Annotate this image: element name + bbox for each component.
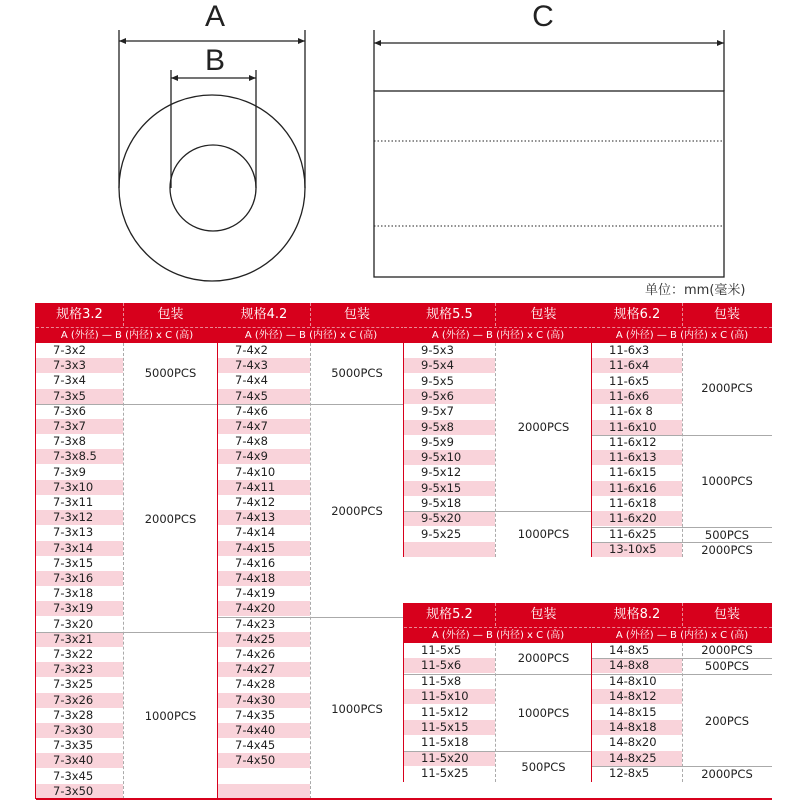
spec-cell: 7-4x28 bbox=[235, 677, 276, 692]
spec-cell: 7-4x9 bbox=[218, 449, 310, 464]
table-border bbox=[403, 303, 404, 557]
spec-cell: 7-4x8 bbox=[235, 434, 268, 449]
spec-cell: 11-5x6 bbox=[404, 658, 495, 673]
pack-cell: 1000PCS bbox=[495, 511, 592, 557]
spec-cell: 7-4x26 bbox=[235, 647, 276, 661]
spec-cell: 7-3x10 bbox=[36, 480, 123, 495]
spec-cell: 9-5x3 bbox=[421, 343, 454, 357]
spec-cell: 9-5x5 bbox=[421, 373, 454, 388]
spec-cell: 7-4x11 bbox=[218, 480, 310, 495]
group-divider bbox=[592, 527, 682, 528]
label-c: C bbox=[532, 0, 554, 33]
spec-cell: 7-3x45 bbox=[53, 768, 94, 783]
spec-table bbox=[218, 303, 404, 799]
spec-cell: 11-5x10 bbox=[404, 689, 495, 704]
pack-cell: 2000PCS bbox=[701, 643, 753, 657]
spec-cell: 11-6x25 bbox=[609, 526, 657, 541]
header-divider bbox=[495, 303, 496, 326]
spec-table bbox=[404, 303, 592, 557]
dimension-subtitle: A (外径) — B (内径) x C (高) bbox=[218, 327, 404, 343]
spec-cell: 9-5x12 bbox=[421, 465, 462, 480]
spec-title: 规格8.2 bbox=[613, 607, 661, 622]
table-header bbox=[592, 603, 772, 643]
spec-cell: 11-6x6 bbox=[592, 389, 682, 404]
dimension-subtitle: A (外径) — B (内径) x C (高) bbox=[36, 327, 218, 343]
spec-cell: 9-5x4 bbox=[404, 358, 495, 373]
spec-cell: 11-5x8 bbox=[421, 673, 462, 688]
group-divider bbox=[592, 658, 682, 659]
spec-cell: 7-4x30 bbox=[218, 693, 310, 708]
table-border bbox=[591, 303, 592, 557]
spec-cell: 11-6x12 bbox=[609, 434, 657, 449]
dimension-subtitle: A (外径) — B (内径) x C (高) bbox=[404, 627, 592, 643]
group-divider bbox=[592, 674, 682, 675]
spec-cell: 7-3x18 bbox=[53, 586, 94, 601]
pack-cell: 500PCS bbox=[682, 527, 772, 542]
spec-cell: 14-8x5 bbox=[609, 643, 650, 657]
spec-cell: 7-3x20 bbox=[53, 616, 94, 631]
group-divider bbox=[592, 766, 682, 767]
spec-cell: 7-3x50 bbox=[36, 784, 123, 799]
spec-cell: 7-3x30 bbox=[36, 723, 123, 738]
group-divider bbox=[404, 674, 495, 675]
spec-cell: 9-5x10 bbox=[404, 450, 495, 465]
pack-title: 包装 bbox=[713, 307, 740, 322]
spec-table bbox=[592, 303, 772, 557]
spec-cell: 7-3x12 bbox=[36, 510, 123, 525]
spec-cell: 7-4x5 bbox=[218, 389, 310, 404]
spec-title: 规格4.2 bbox=[240, 307, 288, 322]
spec-cell: 7-3x14 bbox=[36, 541, 123, 556]
spec-cell: 11-5x18 bbox=[421, 735, 469, 750]
spec-cell: 11-5x20 bbox=[404, 751, 495, 766]
spec-cell: 7-3x15 bbox=[53, 555, 94, 570]
table-header bbox=[592, 303, 772, 343]
label-a: A bbox=[204, 0, 226, 33]
group-divider bbox=[404, 751, 495, 752]
pack-cell: 2000PCS bbox=[517, 651, 570, 665]
spec-cell: 7-3x8.5 bbox=[36, 449, 123, 464]
spec-cell: 11-6x16 bbox=[592, 481, 682, 496]
spacer-dimension-diagram bbox=[0, 0, 800, 300]
outer-circle bbox=[119, 95, 305, 281]
spec-cell: 7-3x3 bbox=[36, 358, 123, 373]
spec-cell: 14-8x18 bbox=[592, 720, 682, 735]
spec-cell: 11-6x13 bbox=[592, 450, 682, 465]
spec-table bbox=[404, 603, 592, 782]
spec-cell: 7-3x40 bbox=[36, 753, 123, 768]
pack-title: 包装 bbox=[343, 307, 370, 322]
spec-cell: 7-4x50 bbox=[218, 753, 310, 768]
spec-cell: 7-4x20 bbox=[218, 601, 310, 616]
spec-cell: 7-4x13 bbox=[218, 510, 310, 525]
spec-cell: 7-4x23 bbox=[235, 616, 276, 631]
spec-cell: 11-6x3 bbox=[609, 343, 650, 357]
spec-cell: 7-4x2 bbox=[235, 343, 268, 357]
spec-cell: 7-4x18 bbox=[218, 571, 310, 586]
pack-cell: 1000PCS bbox=[682, 435, 772, 527]
pack-cell: 1000PCS bbox=[123, 632, 218, 799]
table-border bbox=[591, 603, 592, 782]
pack-cell: 5000PCS bbox=[331, 366, 383, 380]
spec-cell: 11-6x15 bbox=[609, 465, 657, 480]
pack-title: 包装 bbox=[530, 307, 557, 322]
spec-cell: 7-4x40 bbox=[218, 723, 310, 738]
pack-cell: 200PCS bbox=[682, 674, 772, 766]
pack-cell: 2000PCS bbox=[517, 420, 570, 434]
spec-cell: 11-5x15 bbox=[404, 720, 495, 735]
spec-cell: 9-5x18 bbox=[421, 496, 462, 510]
spec-cell: 7-4x6 bbox=[235, 403, 268, 418]
spec-cell: 14-8x10 bbox=[609, 673, 657, 688]
side-view-rect bbox=[374, 91, 724, 277]
spec-cell: 7-3x19 bbox=[36, 601, 123, 616]
table-border bbox=[35, 303, 36, 799]
pack-cell: 2000PCS bbox=[701, 381, 753, 395]
pack-cell: 1000PCS bbox=[310, 617, 404, 799]
spec-cell: 7-3x35 bbox=[53, 738, 94, 753]
pack-title: 包装 bbox=[157, 307, 184, 322]
label-b: B bbox=[204, 44, 226, 77]
spec-cell: 7-3x26 bbox=[36, 693, 123, 708]
pack-cell: 2000PCS bbox=[123, 404, 218, 632]
dimension-subtitle: A (外径) — B (内径) x C (高) bbox=[592, 327, 772, 343]
group-divider bbox=[404, 511, 495, 512]
spec-cell: 14-8x8 bbox=[592, 658, 682, 673]
spec-cell: 7-4x45 bbox=[235, 738, 276, 753]
spec-cell: 11-6x18 bbox=[609, 496, 657, 510]
spec-cell: 7-4x12 bbox=[235, 495, 276, 509]
spec-cell: 7-3x8 bbox=[53, 434, 86, 449]
group-divider bbox=[36, 404, 123, 405]
group-divider bbox=[36, 632, 123, 633]
table-header bbox=[36, 303, 218, 343]
spec-title: 规格5.2 bbox=[426, 607, 473, 622]
spec-cell bbox=[218, 784, 310, 799]
spec-table bbox=[36, 303, 218, 799]
spec-cell: 7-3x7 bbox=[36, 419, 123, 434]
spec-cell: 7-4x27 bbox=[218, 662, 310, 677]
spec-cell bbox=[218, 769, 310, 784]
spec-cell: 7-4x7 bbox=[218, 419, 310, 434]
spec-cell bbox=[404, 542, 495, 557]
spec-cell: 9-5x7 bbox=[421, 404, 454, 419]
spec-cell: 9-5x20 bbox=[404, 511, 495, 526]
spec-cell: 7-3x21 bbox=[36, 632, 123, 647]
pack-cell: 1000PCS bbox=[495, 674, 592, 751]
dimension-subtitle: A (外径) — B (内径) x C (高) bbox=[404, 327, 592, 343]
spec-cell: 11-5x25 bbox=[421, 766, 469, 781]
pack-cell: 2000PCS bbox=[310, 404, 404, 617]
spec-title: 规格3.2 bbox=[56, 307, 103, 322]
header-divider bbox=[495, 603, 496, 626]
header-divider bbox=[310, 303, 311, 326]
pack-title: 包装 bbox=[530, 607, 557, 622]
spec-cell: 7-3x4 bbox=[53, 373, 86, 388]
pack-cell: 500PCS bbox=[495, 751, 592, 782]
table-border bbox=[217, 303, 218, 799]
header-divider bbox=[682, 603, 683, 626]
spec-cell: 11-6x20 bbox=[592, 511, 682, 526]
spec-title: 规格6.2 bbox=[613, 307, 661, 322]
spec-cell: 9-5x25 bbox=[421, 526, 462, 541]
group-divider bbox=[592, 435, 682, 436]
spec-cell: 7-3x16 bbox=[36, 571, 123, 586]
spec-title: 规格5.5 bbox=[426, 307, 473, 322]
header-divider bbox=[123, 303, 124, 326]
pack-cell: 2000PCS bbox=[682, 766, 772, 781]
spec-cell: 11-6x5 bbox=[609, 373, 650, 388]
spec-cell: 7-4x15 bbox=[218, 541, 310, 556]
pack-cell: 2000PCS bbox=[682, 542, 772, 557]
spec-cell: 7-3x23 bbox=[36, 662, 123, 677]
spec-cell: 11-6x10 bbox=[592, 420, 682, 435]
table-header bbox=[218, 303, 404, 343]
header-divider bbox=[682, 303, 683, 326]
table-header bbox=[404, 303, 592, 343]
spec-cell: 11-6x4 bbox=[592, 358, 682, 373]
group-divider bbox=[592, 542, 682, 543]
spec-cell: 9-5x15 bbox=[404, 481, 495, 496]
spec-cell: 7-4x16 bbox=[235, 555, 276, 570]
spec-cell: 9-5x6 bbox=[404, 389, 495, 404]
spec-cell: 11-6x 8 bbox=[609, 404, 653, 419]
spec-cell: 7-3x9 bbox=[53, 464, 86, 479]
spec-cell: 11-5x12 bbox=[421, 704, 469, 719]
spec-cell: 14-8x15 bbox=[609, 704, 657, 719]
spec-cell: 7-4x4 bbox=[235, 373, 268, 388]
spec-cell: 12-8x5 bbox=[609, 766, 650, 781]
spec-cell: 7-3x28 bbox=[53, 707, 94, 722]
inner-circle bbox=[170, 145, 256, 231]
spec-cell: 14-8x20 bbox=[609, 735, 657, 750]
spec-cell: 7-3x22 bbox=[53, 647, 94, 661]
table-border bbox=[403, 603, 404, 782]
table-header bbox=[404, 603, 592, 643]
spec-cell: 14-8x25 bbox=[592, 751, 682, 766]
spec-cell: 7-3x11 bbox=[53, 495, 94, 509]
spec-cell: 11-5x5 bbox=[421, 643, 462, 657]
dimension-subtitle: A (外径) — B (内径) x C (高) bbox=[592, 627, 772, 643]
group-divider bbox=[218, 404, 310, 405]
spec-cell: 7-3x6 bbox=[53, 403, 86, 418]
spec-cell: 13-10x5 bbox=[592, 542, 682, 557]
spec-cell: 9-5x9 bbox=[421, 434, 454, 449]
spec-cell: 9-5x8 bbox=[404, 420, 495, 435]
pack-title: 包装 bbox=[713, 607, 740, 622]
pack-cell: 5000PCS bbox=[144, 366, 197, 380]
unit-note: 单位：mm(毫米) bbox=[645, 283, 746, 298]
spec-cell: 7-4x35 bbox=[235, 707, 276, 722]
pack-cell: 500PCS bbox=[682, 658, 772, 673]
spec-cell: 14-8x12 bbox=[592, 689, 682, 704]
spec-cell: 7-3x5 bbox=[36, 389, 123, 404]
spec-cell: 7-3x2 bbox=[53, 343, 86, 357]
spec-cell: 7-4x19 bbox=[235, 586, 276, 601]
spec-cell: 7-3x25 bbox=[53, 677, 94, 692]
group-divider bbox=[218, 617, 310, 618]
spec-table bbox=[592, 603, 772, 782]
spec-cell: 7-4x25 bbox=[218, 632, 310, 647]
spec-cell: 7-3x13 bbox=[53, 525, 94, 540]
spec-cell: 7-4x10 bbox=[235, 464, 276, 479]
spec-cell: 7-4x3 bbox=[218, 358, 310, 373]
spec-cell: 7-4x14 bbox=[235, 525, 276, 540]
